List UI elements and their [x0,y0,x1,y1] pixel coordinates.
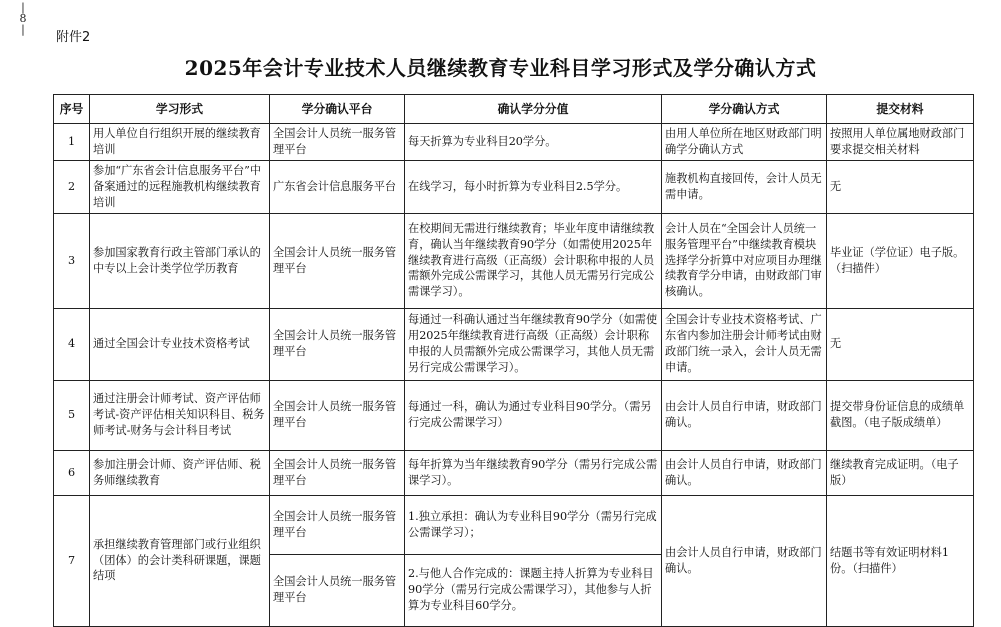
table-row [54,495,974,554]
platform-cell: 全国会计人员统一服务管理平台 [270,450,405,495]
header-cell: 序号 [54,95,90,124]
header-cell: 提交材料 [827,95,974,124]
credit-value-cell: 在线学习，每小时折算为专业科目2.5学分。 [405,160,662,213]
confirm-method-cell: 由会计人员自行申请，财政部门确认。 [662,380,827,450]
row-number: 3 [54,213,90,308]
study-form-cell: 参加“广东省会计信息服务平台”中备案通过的远程施教机构继续教育培训 [90,160,270,213]
header-cell: 学习形式 [90,95,270,124]
header-cell: 学分确认平台 [270,95,405,124]
study-form-cell: 通过注册会计师考试、资产评估师考试-资产评估相关知识科目、税务师考试-财务与会计科目考试 [90,380,270,450]
platform-cell: 全国会计人员统一服务管理平台 [270,213,405,308]
row-number: 1 [54,124,90,161]
study-form-cell: 用人单位自行组织开展的继续教育培训 [90,124,270,161]
row-number: 6 [54,450,90,495]
materials-cell: 无 [827,160,974,213]
platform-cell: 全国会计人员统一服务管理平台 [270,495,405,554]
confirm-method-cell: 由用人单位所在地区财政部门明确学分确认方式 [662,124,827,161]
confirm-method-cell: 由会计人员自行申请，财政部门确认。 [662,495,827,626]
platform-cell: 全国会计人员统一服务管理平台 [270,124,405,161]
header-cell: 学分确认方式 [662,95,827,124]
confirm-method-cell: 会计人员在“全国会计人员统一服务管理平台”中继续教育模块选择学分折算中对应项目办理继续教育学分申请，由财政部门审核确认。 [662,213,827,308]
table-row [54,124,974,161]
materials-cell: 按照用人单位属地财政部门要求提交相关材料 [827,124,974,161]
study-form-cell: 通过全国会计专业技术资格考试 [90,308,270,380]
materials-cell: 提交带身份证信息的成绩单截图。（电子版成绩单） [827,380,974,450]
study-form-cell: 参加注册会计师、资产评估师、税务师继续教育 [90,450,270,495]
header-cell: 确认学分分值 [405,95,662,124]
confirm-method-cell: 全国会计专业技术资格考试、广东省内参加注册会计师考试由财政部门统一录入，会计人员无需申请。 [662,308,827,380]
platform-cell: 广东省会计信息服务平台 [270,160,405,213]
credit-value-cell: 1.独立承担：确认为专业科目90学分（需另行完成公需课学习）； [405,495,662,554]
platform-cell: 全国会计人员统一服务管理平台 [270,380,405,450]
table-row [54,450,974,495]
table-row [54,160,974,213]
confirm-method-cell: 施教机构直接回传，会计人员无需申请。 [662,160,827,213]
credit-value-cell: 在校期间无需进行继续教育；毕业年度申请继续教育，确认当年继续教育90学分（如需使用2025年继续教育进行高级（正高级）会计职称申报的人员需额外完成公需课学习，其他人员无需另行完成公需课学习）。 [405,213,662,308]
credit-value-cell: 每通过一科，确认为通过专业科目90学分。（需另行完成公需课学习） [405,380,662,450]
table-header-row [54,95,974,124]
row-number: 2 [54,160,90,213]
study-form-cell: 承担继续教育管理部门或行业组织（团体）的会计类科研课题，课题结项 [90,495,270,626]
row-number: 4 [54,308,90,380]
materials-cell: 无 [827,308,974,380]
credit-value-cell: 每年折算为当年继续教育90学分（需另行完成公需课学习）。 [405,450,662,495]
attachment-label: 附件2 [56,30,91,45]
table-row [54,308,974,380]
credit-value-cell: 每通过一科确认通过当年继续教育90学分（如需使用2025年继续教育进行高级（正高级）会计职称申报的人员需额外完成公需课学习，其他人员无需另行完成公需课学习）。 [405,308,662,380]
study-form-cell: 参加国家教育行政主管部门承认的中专以上会计类学位学历教育 [90,213,270,308]
materials-cell: 结题书等有效证明材料1份。（扫描件） [827,495,974,626]
row-number: 7 [54,495,90,626]
document-title: 2025年会计专业技术人员继续教育专业科目学习形式及学分确认方式 [184,56,817,80]
credit-value-cell: 每天折算为专业科目20学分。 [405,124,662,161]
platform-cell: 全国会计人员统一服务管理平台 [270,308,405,380]
materials-cell: 毕业证（学位证）电子版。（扫描件） [827,213,974,308]
credit-value-cell: 2.与他人合作完成的：课题主持人折算为专业科目90学分（需另行完成公需课学习），其他参与人折算为专业科目60学分。 [405,554,662,626]
confirm-method-cell: 由会计人员自行申请，财政部门确认。 [662,450,827,495]
page-number-mark: | 8 | [19,1,27,36]
table-row [54,380,974,450]
platform-cell: 全国会计人员统一服务管理平台 [270,554,405,626]
row-number: 5 [54,380,90,450]
materials-cell: 继续教育完成证明。（电子版） [827,450,974,495]
table-row [54,213,974,308]
credit-table [53,94,974,627]
